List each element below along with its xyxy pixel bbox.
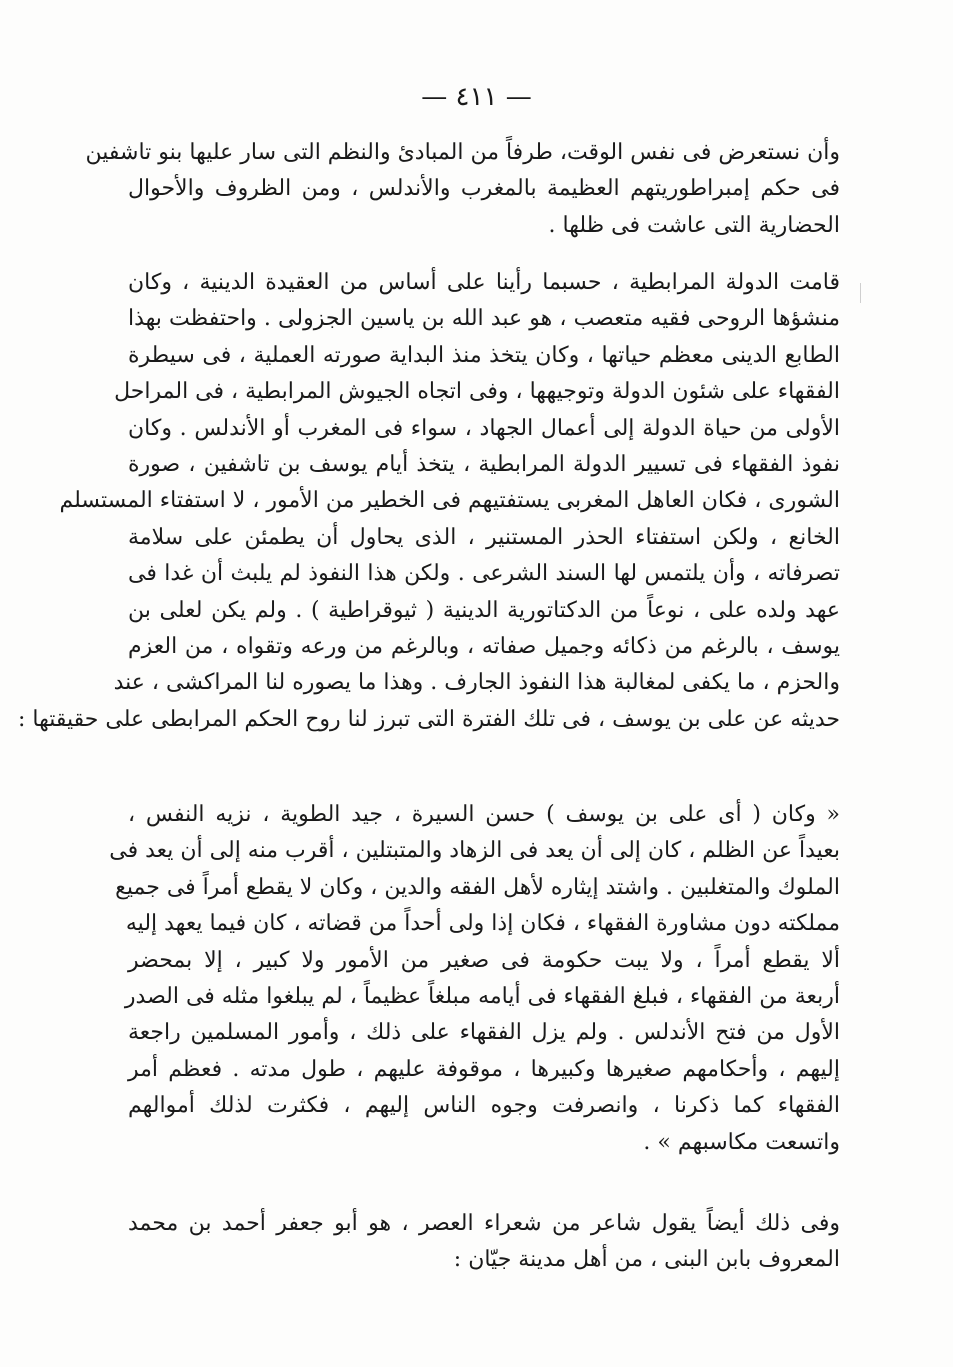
text-line: الطابع الدينى معظم حياتها ، وكان يتخذ منذ البداية صورته العملية ، فى سيطرة bbox=[128, 342, 840, 368]
text-line: مملكته دون مشاورة الفقهاء ، فكان إذا ولى أحداً من قضاته ، كان فيما يعهد إليه bbox=[125, 911, 840, 937]
quotation-paragraph bbox=[109, 797, 840, 1161]
text-line: تصرفاته ، وأن يلتمس لها السند الشرعى . ولكن هذا النفوذ لم يلبث أن غدا فى bbox=[128, 561, 840, 587]
text-line: الأول من فتح الأندلس . ولم يزل الفقهاء على ذلك ، وأمور المسلمين راجعة bbox=[128, 1020, 840, 1046]
text-line: أربعة من الفقهاء ، فبلغ الفقهاء فى أيامه مبلغاً عظيماً ، لم يبلغوا مثله فى الصدر bbox=[124, 983, 840, 1009]
text-line: الفقهاء كما ذكرنا ، وانصرفت وجوه الناس إليهم ، فكثرت لذلك أموالهم bbox=[128, 1093, 840, 1119]
paragraph-1 bbox=[85, 135, 840, 244]
text-line: المعروف بابن البنى ، من أهل مدينة جيّان : bbox=[453, 1247, 840, 1273]
text-line: الحضارية التى عاشت فى ظلها . bbox=[548, 212, 840, 238]
page-number: — ٤١١ — bbox=[421, 82, 532, 112]
text-line: يوسف ، بالرغم من ذكائه وجميل صفاته ، وبالرغم من ورعه وتقواه ، من العزم bbox=[128, 633, 840, 659]
text-line: وفى ذلك أيضاً يقول شاعر من شعراء العصر ، هو أبو جعفر أحمد بن محمد bbox=[128, 1211, 840, 1236]
text-line: منشؤها الروحى فقيه متعصب ، هو عبد الله بن ياسين الجزولى . واحتفظت بهذا bbox=[128, 306, 840, 332]
text-line: وأن نستعرض فى نفس الوقت، طرفاً من المبادئ والنظم التى سار عليها بنو تاشفين bbox=[85, 140, 840, 165]
text-line: الملوك والمتغلبين . واشتد إيثاره لأهل الفقه والدين ، وكان لا يقطع أمراً فى جميع bbox=[115, 874, 840, 900]
text-line: قامت الدولة المرابطية ، حسبما رأينا على أساس من العقيدة الدينية ، وكان bbox=[128, 270, 840, 295]
paragraph-2 bbox=[18, 265, 840, 738]
text-line: حديثه عن على بن يوسف ، فى تلك الفترة التى تبرز لنا روح الحكم المرابطى على حقيقتها : bbox=[18, 706, 840, 732]
text-line: نفوذ الفقهاء فى تسيير الدولة المرابطية ، يتخذ أيام يوسف بن تاشفين ، صورة bbox=[128, 451, 840, 477]
text-line: « وكان ( أى على بن يوسف ) حسن السيرة ، جيد الطوية ، نزيه النفس ، bbox=[128, 802, 840, 827]
text-line: إليهم ، وأحكامهم صغيرها وكبيرها ، موقوفة عليهم ، طول مدته . فعظم أمر bbox=[128, 1056, 840, 1082]
text-line: الشورى ، فكان العاهل المغربى يستفتيهم فى الخطير من الأمور ، لا استفتاء المستسلم bbox=[59, 488, 840, 514]
text-line: بعيداً عن الظلم ، كان إلى أن يعد فى الزهاد والمتبتلين ، أقرب منه إلى أن يعد فى bbox=[109, 838, 840, 864]
text-line: ألا يقطع أمراً ، ولا يبت حكومة فى صغير من الأمور ولا كبير ، إلا بمحضر bbox=[128, 947, 840, 973]
paragraph-4 bbox=[128, 1206, 840, 1279]
margin-mark bbox=[860, 283, 861, 303]
text-line: الفقهاء على شئون الدولة وتوجيهها ، وفى اتجاه الجيوش المرابطية ، فى المراحل bbox=[114, 379, 840, 405]
text-line: عهد ولده على ، نوعاً من الدكتاتورية الدينية ( ثيوقراطية ) . ولم يكن لعلى بن bbox=[128, 597, 840, 623]
text-line: الأولى من حياة الدولة إلى أعمال الجهاد ، سواء فى المغرب أو الأندلس . وكان bbox=[128, 415, 840, 441]
text-line: الخانع ، ولكن استفتاء الحذر المستنير ، الذى يحاول أن يطمئن على سلامة bbox=[128, 524, 840, 550]
text-line: والحزم ، ما يكفى لمغالبة هذا النفوذ الجارف . وهذا ما يصوره لنا المراكشى ، عند bbox=[113, 670, 840, 696]
text-line: واتسعت مكاسبهم » . bbox=[643, 1129, 840, 1155]
text-line: فى حكم إمبراطوريتهم العظيمة بالمغرب والأندلس ، ومن الظروف والأحوال bbox=[128, 176, 840, 202]
